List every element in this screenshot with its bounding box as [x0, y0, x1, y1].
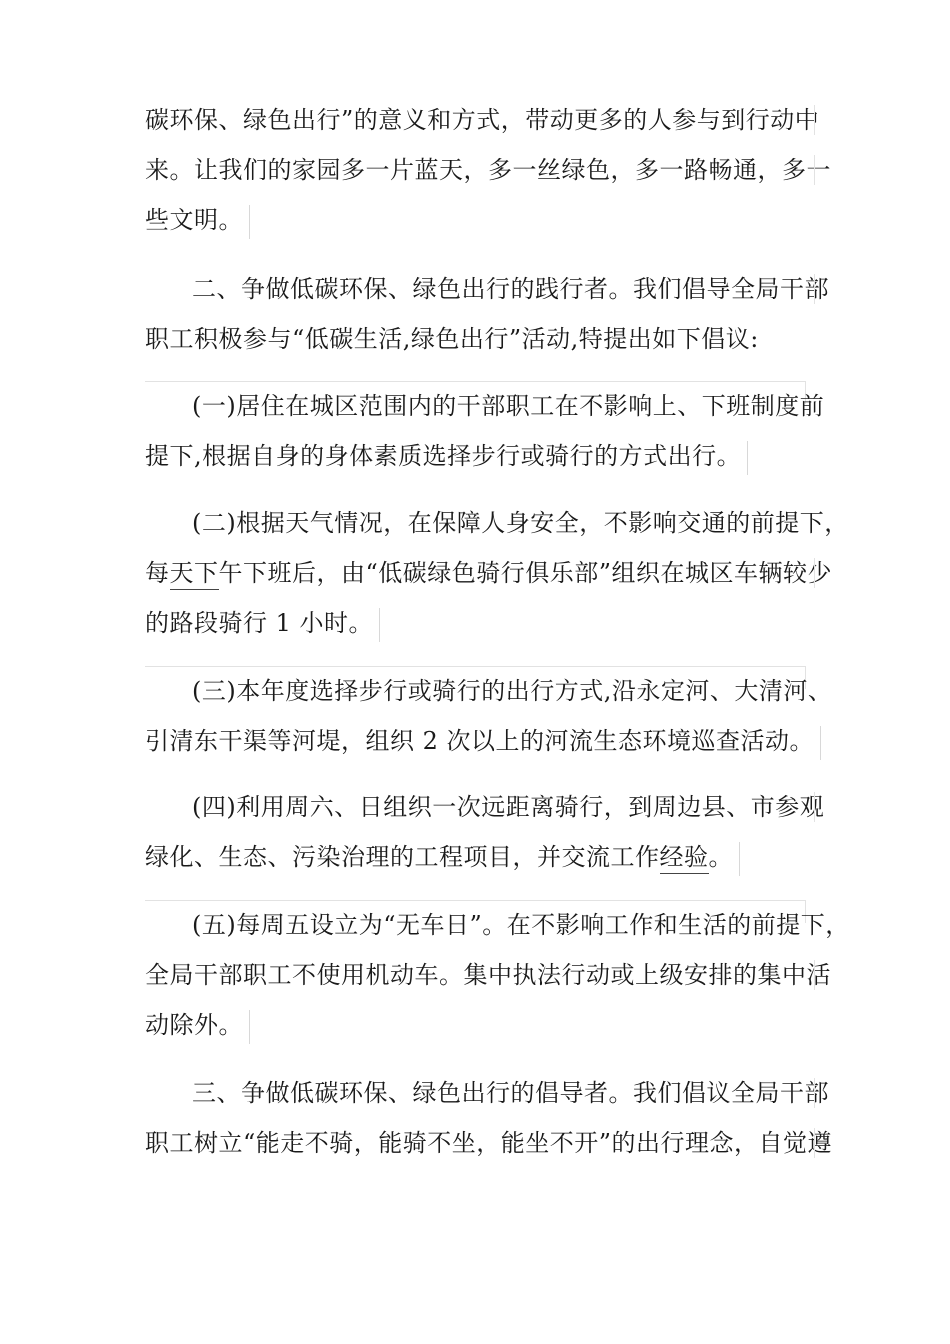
- text-line: 全局干部职工不使用机动车。集中执法行动或上级安排的集中活: [145, 961, 831, 989]
- text-line: (五)每周五设立为“无车日”。在不影响工作和生活的前提下，: [192, 911, 850, 939]
- paragraph-end-mark: [747, 441, 749, 475]
- text-line: 二、争做低碳环保、绿色出行的践行者。我们倡导全局干部: [192, 275, 829, 303]
- paragraph-3: [145, 381, 825, 481]
- paragraph-7: [145, 900, 850, 1050]
- text-line: (三)本年度选择步行或骑行的出行方式,沿永定河、大清河、: [192, 677, 833, 705]
- text-line: 提下,根据自身的身体素质选择步行或骑行的方式出行。: [145, 431, 810, 481]
- text-line: (四)利用周六、日组织一次远距离骑行，到周边县、市参观: [192, 793, 825, 821]
- text-line: 些文明。: [145, 195, 810, 245]
- underlined-text: 经验: [660, 843, 709, 874]
- text-line: 动除外。: [145, 1000, 810, 1050]
- paragraph-6: [145, 782, 825, 882]
- text-line: (二)根据天气情况，在保障人身安全，不影响交通的前提下，: [192, 509, 849, 537]
- text-line: 的路段骑行 1 小时。: [145, 598, 810, 648]
- paragraph-end-mark: [739, 842, 741, 876]
- text-line: 职工树立“能走不骑，能骑不坐，能坐不开”的出行理念，自觉遵: [145, 1129, 833, 1157]
- paragraph-end-mark: [249, 1010, 251, 1044]
- paragraph-end-mark: [249, 205, 251, 239]
- text-line: 每天下午下班后，由“低碳绿色骑行俱乐部”组织在城区车辆较少: [145, 548, 810, 598]
- paragraph-5: [145, 666, 833, 766]
- text-line: 职工积极参与“低碳生活,绿色出行”活动,特提出如下倡议:: [145, 325, 759, 353]
- text-line: 来。让我们的家园多一片蓝天，多一丝绿色，多一路畅通，多一: [145, 156, 831, 184]
- text-line: 绿化、生态、污染治理的工程项目，并交流工作经验。: [145, 832, 810, 882]
- paragraph-end-mark: [820, 726, 822, 760]
- paragraph-end-mark: [379, 608, 381, 642]
- text-line: 引清东干渠等河堤，组织 2 次以上的河流生态环境巡查活动。: [145, 716, 810, 766]
- paragraph-8: [145, 1068, 833, 1168]
- paragraph-2: [145, 264, 829, 364]
- paragraph-1: [145, 95, 831, 245]
- underlined-text: 天下: [170, 559, 219, 590]
- text-line: 三、争做低碳环保、绿色出行的倡导者。我们倡议全局干部: [192, 1079, 829, 1107]
- text-line: (一)居住在城区范围内的干部职工在不影响上、下班制度前: [192, 392, 825, 420]
- text-line: 碳环保、绿色出行”的意义和方式，带动更多的人参与到行动中: [145, 106, 820, 134]
- paragraph-4: [145, 498, 849, 648]
